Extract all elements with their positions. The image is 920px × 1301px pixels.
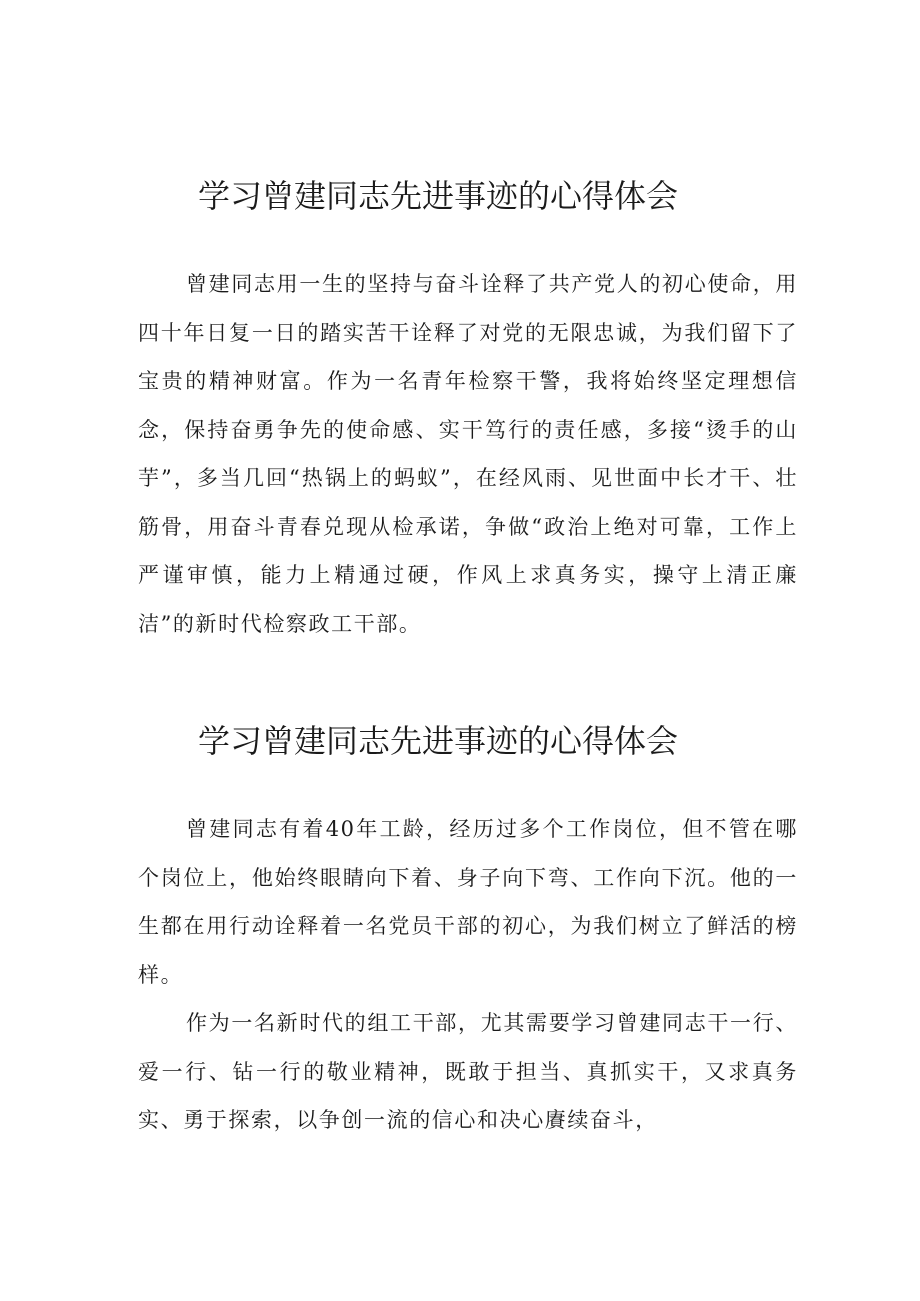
article-paragraph: 曾建同志用一生的坚持与奋斗诠释了共产党人的初心使命，用四十年日复一日的踏实苦干诠释了对党的无限忠诚，为我们留下了宝贵的精神财富。作为一名青年检察干警，我将始终坚定理想信念，保持奋勇争先的使命感、实干笃行的责任感，多接“烫手的山芋”，多当几回“热锅上的蚂蚁”，在经风雨、见世面中长才干、壮筋骨，用奋斗青春兑现从检承诺，争做“政治上绝对可靠，工作上严谨审慎，能力上精通过硬，作风上求真务实，操守上清正廉洁”的新时代检察政工干部。	[138, 272, 798, 636]
article-paragraph: 作为一名新时代的组工干部，尤其需要学习曾建同志干一行、爱一行、钻一行的敬业精神，既敢于担当、真抓实干，又求真务实、勇于探索，以争创一流的信心和决心賡续奋斗，	[138, 1011, 798, 1132]
article-2	[138, 715, 798, 1145]
article-paragraph: 曾建同志有着40年工龄，经历过多个工作岗位，但不管在哪个岗位上，他始终眼睛向下着、身子向下弯、工作向下沉。他的一生都在用行动诠释着一名党员干部的初心，为我们树立了鲜活的榜样。	[138, 817, 798, 987]
article-title: 学习曾建同志先进事迹的心得体会	[198, 722, 679, 760]
article-title: 学习曾建同志先进事迹的心得体会	[198, 177, 679, 215]
article-1	[138, 170, 798, 648]
